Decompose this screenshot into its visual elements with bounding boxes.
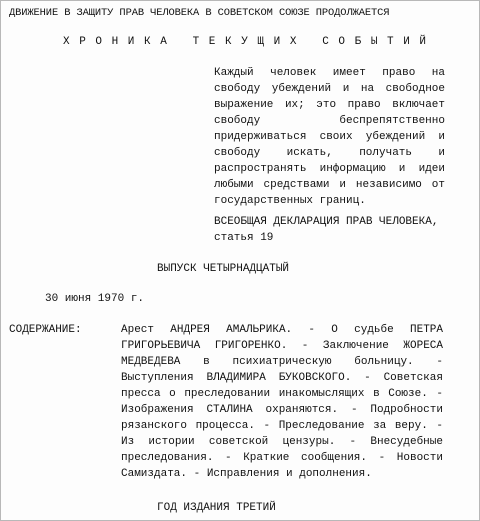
epigraph xyxy=(214,65,445,209)
document-title: ХРОНИКА ТЕКУЩИХ СОБЫТИЙ xyxy=(63,36,436,48)
contents-list xyxy=(121,322,443,482)
epigraph-source xyxy=(214,214,464,246)
publication-year: ГОД ИЗДАНИЯ ТРЕТИЙ xyxy=(157,502,276,514)
contents-label: СОДЕРЖАНИЕ: xyxy=(9,324,82,336)
document-header: ДВИЖЕНИЕ В ЗАЩИТУ ПРАВ ЧЕЛОВЕКА В СОВЕТСКОМ СОЮЗЕ ПРОДОЛЖАЕТСЯ xyxy=(9,7,390,19)
contents-text: Арест АНДРЕЯ АМАЛЬРИКА. - О судьбе ПЕТРА ГРИГОРЬЕВИЧА ГРИГОРЕНКО. - Заключение ЖОРЕСА МЕДВЕДЕВА в психиатрическую больницу. - Выступления ВЛАДИМИРА БУКОВСКОГО. - Советская пресса о преследовании инакомыслящих в Союзе. - Изображения СТАЛИНА охраняются. - Подробности рязанского процесса. - Преследование за веру. - Из истории советской цензуры. - Внесудебные преследования. - Краткие сообщения. - Новости Самиздата. - Исправления и дополнения. xyxy=(121,324,443,480)
epigraph-source-article: статья 19 xyxy=(214,232,274,244)
epigraph-source-title: ВСЕОБЩАЯ ДЕКЛАРАЦИЯ ПРАВ ЧЕЛОВЕКА, xyxy=(214,216,439,228)
epigraph-text: Каждый человек имеет право на свободу убеждений и на свободное выражение их; это право включает свободу беспрепятственно придерживаться своих убеждений и свободу искать, получать и распространять информацию и идеи любыми средствами и независимо от государственных границ. xyxy=(214,67,445,207)
issue-number: ВЫПУСК ЧЕТЫРНАДЦАТЫЙ xyxy=(157,263,290,275)
issue-date: 30 июня 1970 г. xyxy=(45,293,145,305)
